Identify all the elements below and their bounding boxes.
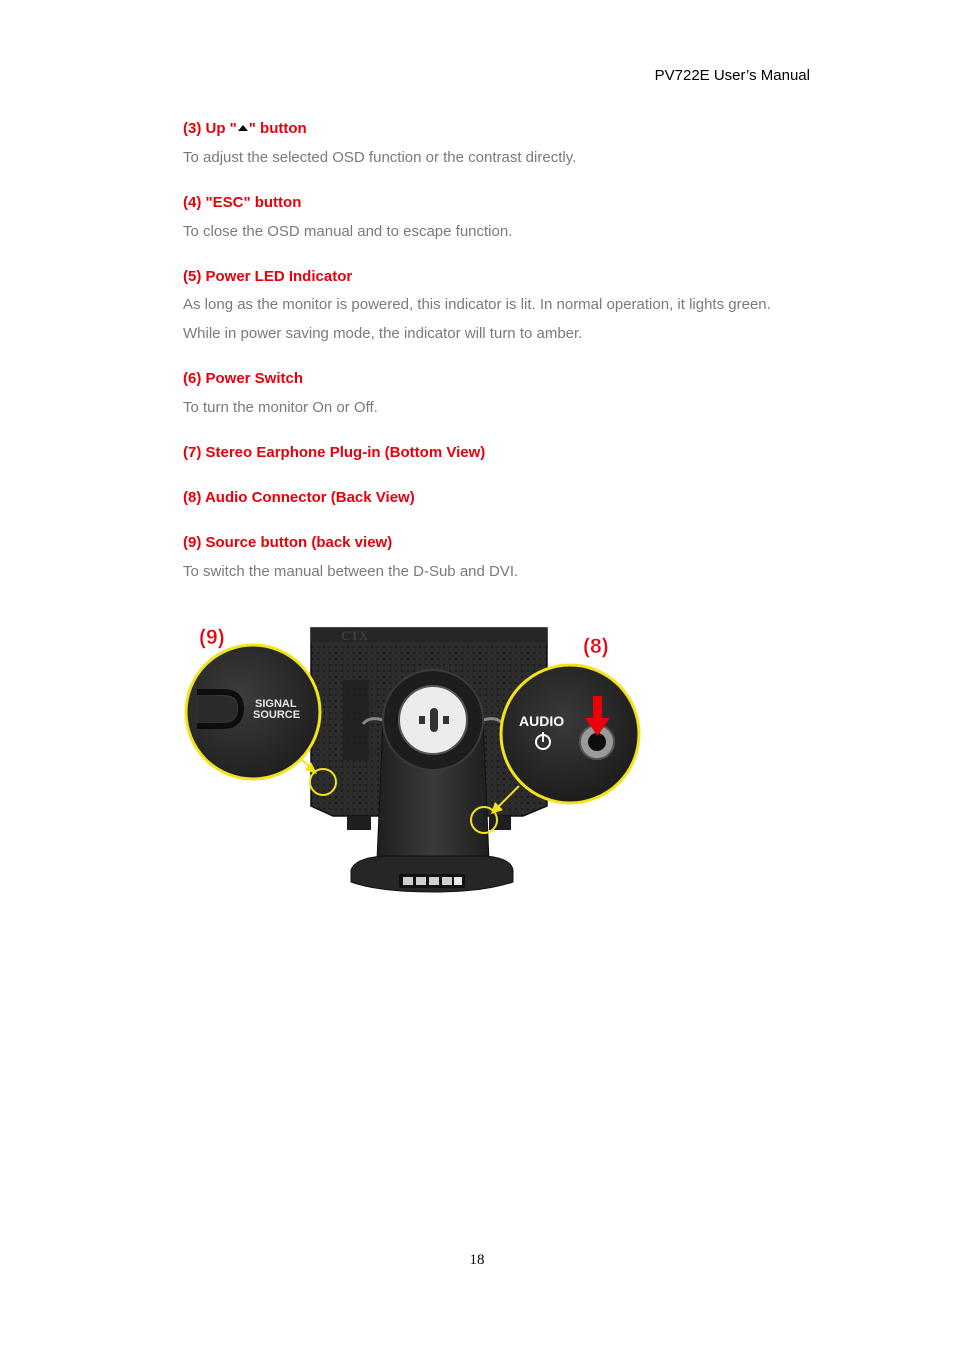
up-triangle-icon: [238, 125, 248, 131]
callout-label-8: (8): [583, 635, 609, 658]
signal-label: SIGNAL: [255, 698, 297, 710]
callout-label-9: (9): [199, 626, 225, 649]
signal-source-zoom: [186, 645, 320, 779]
monitor-back-view-figure: [183, 620, 645, 898]
heading-up-button: [183, 120, 307, 137]
source-button-description: To switch the manual between the D-Sub and DVI.: [183, 563, 519, 580]
esc-button-description: To close the OSD manual and to escape function.: [183, 223, 513, 240]
heading-source-button: (9) Source button (back view): [183, 534, 393, 551]
audio-connector-zoom: [501, 665, 639, 803]
page-number: 18: [469, 1252, 485, 1268]
heading-up-prefix: (3) Up ": [183, 120, 237, 137]
brand-logo: CTX: [341, 628, 369, 643]
power-switch-description: To turn the monitor On or Off.: [183, 399, 378, 416]
power-led-description-line1: As long as the monitor is powered, this indicator is lit. In normal operation, it lights green.: [183, 296, 771, 313]
monitor-back-illustration: [183, 620, 645, 898]
up-button-description: To adjust the selected OSD function or the contrast directly.: [183, 149, 577, 166]
heading-power-switch: (6) Power Switch: [183, 370, 304, 387]
power-led-description-line2: While in power saving mode, the indicator will turn to amber.: [183, 325, 583, 342]
heading-up-suffix: " button: [248, 120, 307, 137]
heading-esc-button: (4) "ESC" button: [183, 194, 302, 211]
audio-label: AUDIO: [519, 713, 565, 729]
source-label: SOURCE: [253, 709, 301, 721]
heading-power-led: (5) Power LED Indicator: [183, 268, 353, 285]
heading-audio-connector: (8) Audio Connector (Back View): [183, 489, 415, 506]
heading-earphone-plug: (7) Stereo Earphone Plug-in (Bottom View): [183, 444, 486, 461]
running-header: PV722E User’s Manual: [654, 67, 810, 84]
